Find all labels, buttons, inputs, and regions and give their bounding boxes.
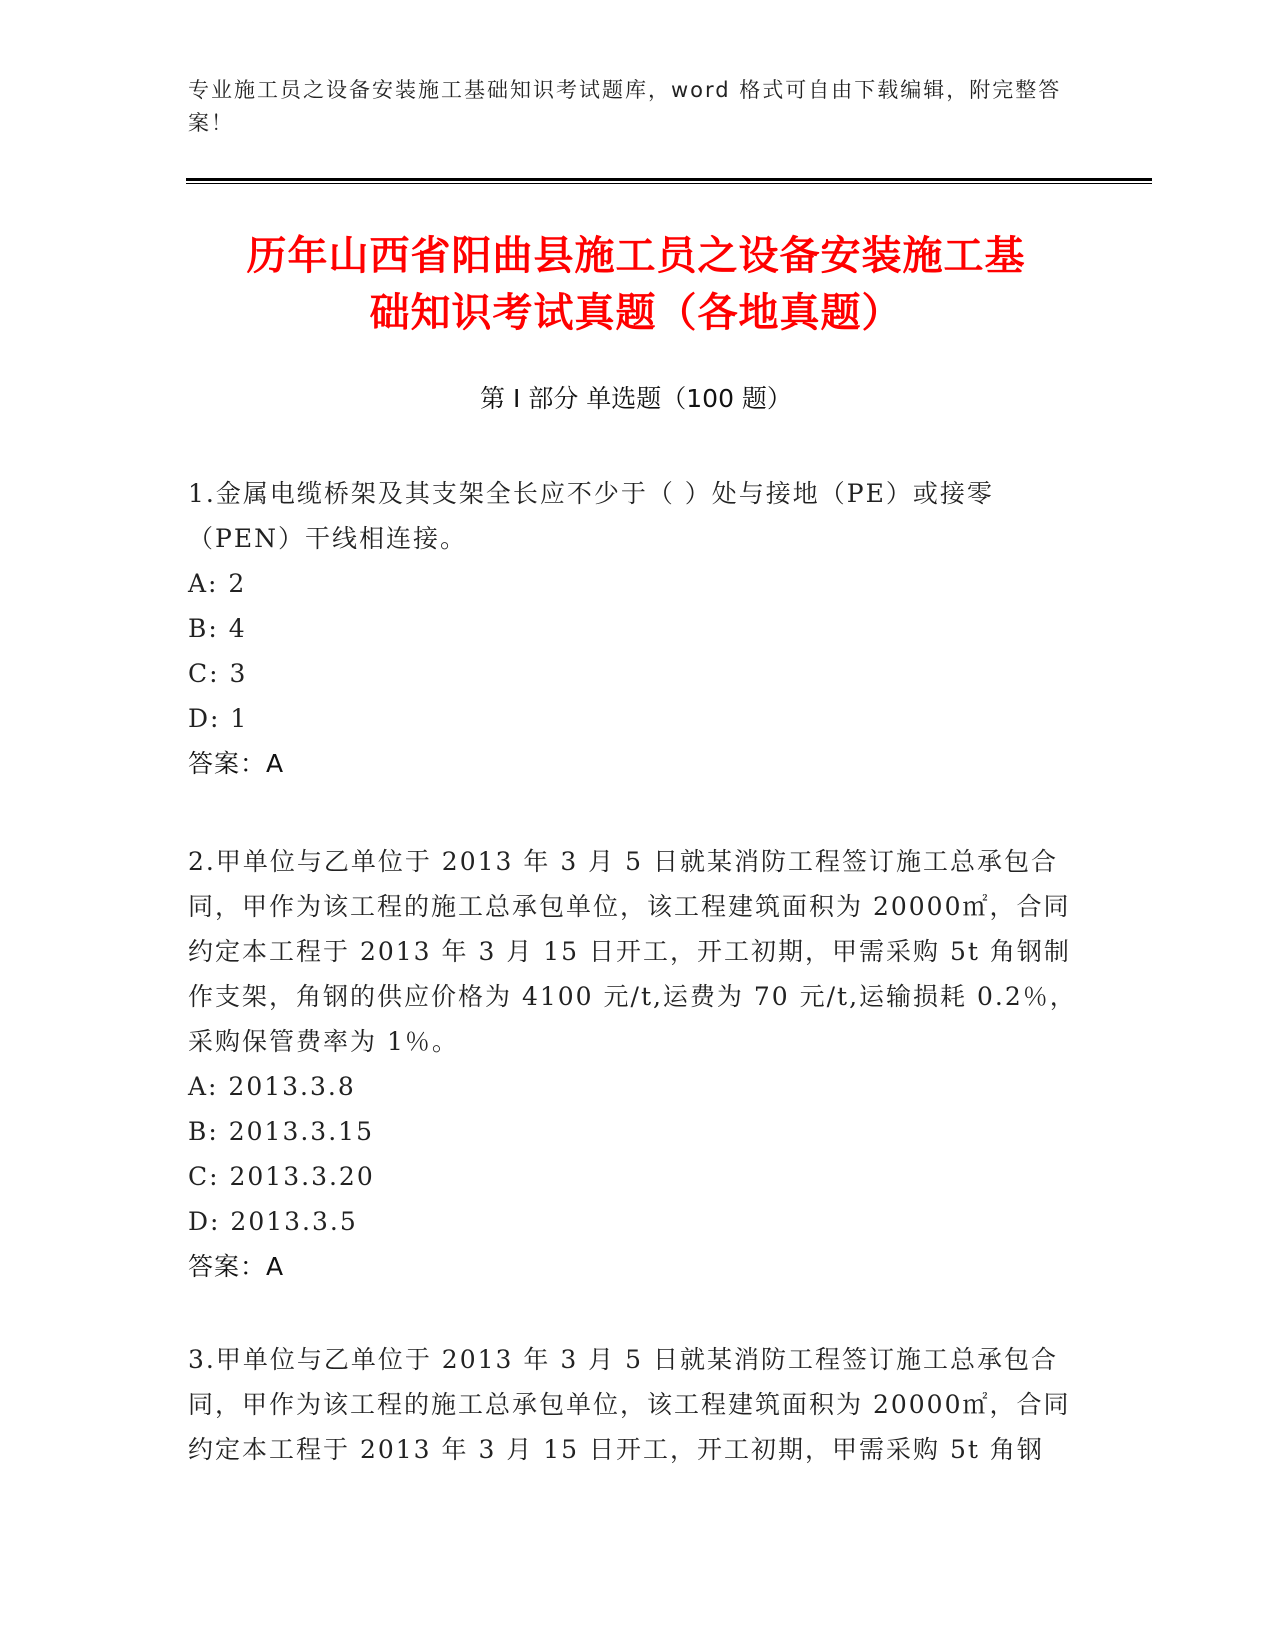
option-b: B: 4 xyxy=(188,614,247,643)
header-note: 专业施工员之设备安装施工基础知识考试题库，word 格式可自由下载编辑，附完整答案！ xyxy=(188,78,1062,135)
option-d: D: 1 xyxy=(188,704,249,733)
question-text: 2.甲单位与乙单位于 2013 年 3 月 5 日就某消防工程签订施工总承包合同，甲作为该工程的施工总承包单位，该工程建筑面积为 20000㎡，合同约定本工程于 2013 年 3 月 15 日开工，开工初期，甲需采购 5t 角钢制作支架，角钢的供应价格为 4100 元/t,运费为 70 元/t,运输损耗 0.2％，采购保管费率为 1％。 xyxy=(188,847,1077,1056)
option-b: B: 2013.3.15 xyxy=(188,1117,374,1146)
title-line-2: 础知识考试真题（各地真题） xyxy=(369,290,903,336)
question-text: 3.甲单位与乙单位于 2013 年 3 月 5 日就某消防工程签订施工总承包合同，甲作为该工程的施工总承包单位，该工程建筑面积为 20000㎡，合同约定本工程于 2013 年 3 月 15 日开工，开工初期，甲需采购 5t 角钢 xyxy=(188,1345,1071,1464)
header-divider-thin xyxy=(186,183,1152,184)
option-c: C: 2013.3.20 xyxy=(188,1162,375,1191)
question-text: 1.金属电缆桥架及其支架全长应不少于（ ）处与接地（PE）或接零（PEN）干线相连接。 xyxy=(188,479,994,553)
option-a: A: 2 xyxy=(188,569,247,598)
answer-line: 答案：A xyxy=(188,1252,285,1281)
option-d: D: 2013.3.5 xyxy=(188,1207,358,1236)
option-c: C: 3 xyxy=(188,659,248,688)
question-3 xyxy=(188,1337,1088,1472)
section-title: 第 I 部分 单选题（100 题） xyxy=(480,384,792,413)
question-1 xyxy=(188,471,1088,786)
document-title xyxy=(186,228,1086,342)
option-a: A: 2013.3.8 xyxy=(188,1072,356,1101)
header-divider-thick xyxy=(186,178,1152,181)
question-2 xyxy=(188,839,1088,1289)
answer-line: 答案：A xyxy=(188,749,285,778)
title-line-1: 历年山西省阳曲县施工员之设备安装施工基 xyxy=(246,233,1026,279)
